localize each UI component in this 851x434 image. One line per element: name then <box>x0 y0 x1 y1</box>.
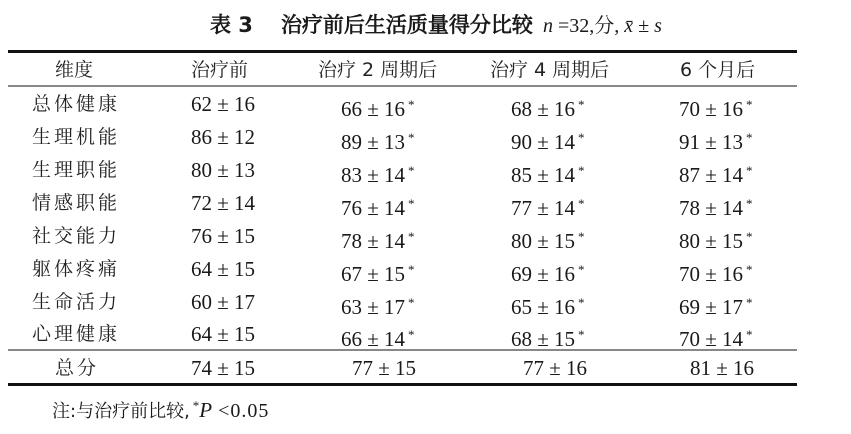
month6-cell: 91 ± 13 * <box>679 130 753 154</box>
table-caption <box>210 8 662 42</box>
footnote-star: * <box>192 398 200 413</box>
total-cycle4: 77 ± 16 <box>523 356 588 380</box>
table-row <box>8 187 797 220</box>
header-month6: 6 个月后 <box>680 59 756 81</box>
before-cell: 72 ± 14 <box>191 191 256 215</box>
before-cell: 60 ± 17 <box>191 290 256 314</box>
before-cell: 62 ± 16 <box>191 92 256 116</box>
total-label: 总分 <box>55 357 100 379</box>
cycle2-cell: 66 ± 16 * <box>341 97 415 121</box>
n-symbol: n <box>542 15 553 37</box>
total-month6: 81 ± 16 <box>690 356 755 380</box>
month6-cell: 78 ± 14 * <box>679 196 753 220</box>
before-cell: 80 ± 13 <box>191 158 256 182</box>
table-label: 表 3 <box>210 13 253 37</box>
top-rule <box>8 50 797 53</box>
month6-cell: 70 ± 16 * <box>679 97 753 121</box>
cycle4-cell: 85 ± 14 * <box>511 163 585 187</box>
cycle4-cell: 68 ± 16 * <box>511 97 585 121</box>
stat-notation: x̄ ± s <box>624 15 662 37</box>
footnote-prefix: 注:与治疗前比较, <box>52 401 190 422</box>
dimension-cell: 社交能力 <box>32 225 121 247</box>
cycle2-cell: 83 ± 14 * <box>341 163 415 187</box>
table-row <box>8 154 797 187</box>
total-before: 74 ± 15 <box>191 356 256 380</box>
table-title: 治疗前后生活质量得分比较 <box>280 13 533 37</box>
month6-cell: 70 ± 16 * <box>679 262 753 286</box>
before-cell: 64 ± 15 <box>191 257 256 281</box>
cycle2-cell: 89 ± 13 * <box>341 130 415 154</box>
dimension-cell: 总体健康 <box>32 93 121 115</box>
cycle4-cell: 77 ± 14 * <box>511 196 585 220</box>
cycle2-cell: 63 ± 17 * <box>341 295 415 319</box>
total-row <box>8 352 797 385</box>
header-dimension: 维度 <box>55 59 94 81</box>
dimension-cell: 生理机能 <box>32 126 121 148</box>
dimension-cell: 生命活力 <box>32 291 121 313</box>
before-cell: 64 ± 15 <box>191 322 256 346</box>
month6-cell: 80 ± 15 * <box>679 229 753 253</box>
header-cycle2: 治疗 2 周期后 <box>318 59 438 81</box>
n-value: =32,分, <box>557 15 620 37</box>
cycle2-cell: 78 ± 14 * <box>341 229 415 253</box>
dimension-cell: 情感职能 <box>32 192 121 214</box>
cycle4-cell: 65 ± 16 * <box>511 295 585 319</box>
total-cycle2: 77 ± 15 <box>352 356 417 380</box>
table-meta <box>543 15 662 37</box>
before-cell: 76 ± 15 <box>191 224 256 248</box>
cycle4-cell: 68 ± 15 * <box>511 327 585 351</box>
month6-cell: 70 ± 14 * <box>679 327 753 351</box>
footnote-condition: <0.05 <box>212 400 270 422</box>
cycle4-cell: 69 ± 16 * <box>511 262 585 286</box>
cycle2-cell: 66 ± 14 * <box>341 327 415 351</box>
month6-cell: 69 ± 17 * <box>679 295 753 319</box>
table-row <box>8 220 797 253</box>
table-row <box>8 286 797 319</box>
cycle2-cell: 76 ± 14 * <box>341 196 415 220</box>
month6-cell: 87 ± 14 * <box>679 163 753 187</box>
before-cell: 86 ± 12 <box>191 125 256 149</box>
cycle2-cell: 67 ± 15 * <box>341 262 415 286</box>
dimension-cell: 躯体疼痛 <box>32 258 121 280</box>
table-row <box>8 88 797 121</box>
dimension-cell: 心理健康 <box>32 323 121 345</box>
cycle4-cell: 80 ± 15 * <box>511 229 585 253</box>
dimension-cell: 生理职能 <box>32 159 121 181</box>
table-footnote <box>52 397 269 423</box>
table-row <box>8 121 797 154</box>
table-row <box>8 253 797 286</box>
header-before: 治疗前 <box>191 59 249 81</box>
table-row <box>8 318 797 351</box>
header-row <box>8 54 797 87</box>
footnote-p: P <box>199 398 213 422</box>
header-cycle4: 治疗 4 周期后 <box>490 59 610 81</box>
cycle4-cell: 90 ± 14 * <box>511 130 585 154</box>
